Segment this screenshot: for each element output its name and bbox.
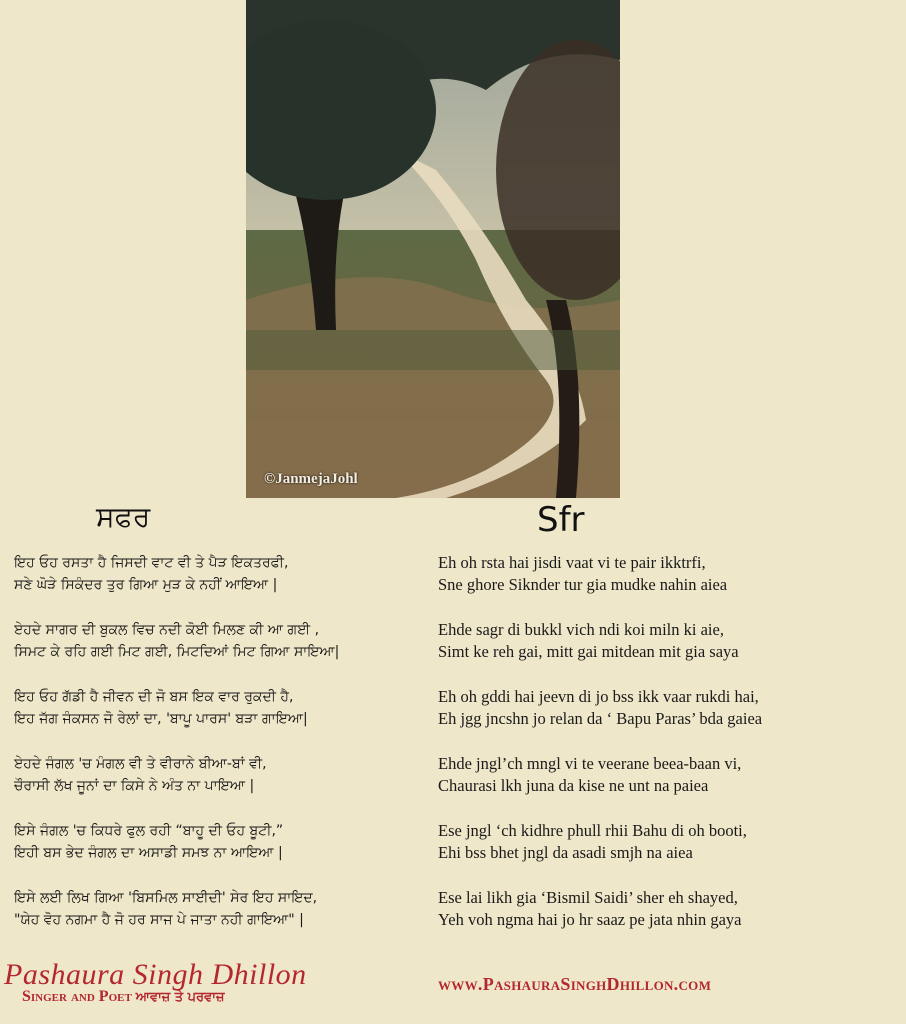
poem-line: ਇਸੇ ਜੰਗਲ 'ਚ ਕਿਧਰੇ ਫੁਲ ਰਹੀ “ਬਾਹੂ ਦੀ ਓਹ ਬੂਟੀ,”	[14, 823, 284, 839]
photo-credit: ©JanmejaJohl	[264, 471, 358, 487]
stanza	[14, 619, 414, 686]
website-link[interactable]: www.PashauraSinghDhillon.com	[438, 974, 712, 994]
poet-signature: Pashaura Singh Dhillon	[4, 958, 307, 991]
poem-line: Eh oh gddi hai jeevn di jo bss ikk vaar rukdi hai,	[438, 687, 759, 706]
stanza	[14, 887, 414, 954]
stanza	[14, 552, 414, 619]
poem-line: Ehde sagr di bukkl vich ndi koi miln ki aie,	[438, 620, 724, 639]
poem-title-roman: Sfr	[537, 500, 585, 540]
poem-line: ਇਸੇ ਲਈ ਲਿਖ ਗਿਆ 'ਬਿਸਮਿਲ ਸਾਈਦੀ' ਸੇਰ ਇਹ ਸਾਇਦ,	[14, 890, 318, 906]
roman-poem-column	[438, 552, 898, 954]
stanza	[438, 552, 898, 619]
poem-line: ਇਹ ਜੱਗ ਜੰਕਸਨ ਜੋ ਰੇਲਾਂ ਦਾ, 'ਬਾਪੂ ਪਾਰਸ' ਬੜਾ ਗਾਇਆ|	[14, 711, 308, 727]
poem-line: ਚੌਰਾਸੀ ਲੱਖ ਜੂਨਾਂ ਦਾ ਕਿਸੇ ਨੇ ਅੰਤ ਨਾ ਪਾਇਆ |	[14, 778, 255, 794]
subtitle-punjabi: ਆਵਾਜ਼ ਤੇ ਪਰਵਾਜ਼	[135, 990, 225, 1005]
poem-title-punjabi: ਸਫਰ	[96, 500, 151, 533]
poem-line: Sne ghore Siknder tur gia mudke nahin aiea	[438, 575, 728, 594]
poem-line: ਏਹਦੇ ਜੰਗਲ 'ਚ ਮੰਗਲ ਵੀ ਤੇ ਵੀਰਾਨੇ ਬੀਆ-ਬਾਂ ਵੀ,	[14, 756, 267, 772]
poem-line: Ese jngl ‘ch kidhre phull rhii Bahu di oh booti,	[438, 821, 747, 840]
poem-line: Eh jgg jncshn jo relan da ‘ Bapu Paras’ bda gaiea	[438, 709, 763, 728]
poem-line: Ehi bss bhet jngl da asadi smjh na aiea	[438, 843, 693, 862]
forest-path-illustration	[246, 0, 620, 498]
stanza	[438, 820, 898, 887]
poem-line: ਸਿਮਟ ਕੇ ਰਹਿ ਗਈ ਮਿਟ ਗਈ, ਮਿਟਦਿਆਂ ਮਿਟ ਗਿਆ ਸਾਇਆ|	[14, 644, 340, 660]
poem-line: Yeh voh ngma hai jo hr saaz pe jata nhin gaya	[438, 910, 742, 929]
poem-line: ਸਣੇ ਘੋੜੇ ਸਿਕੰਦਰ ਤੁਰ ਗਿਆ ਮੁੜ ਕੇ ਨਹੀਂ ਆਇਆ |	[14, 577, 278, 593]
poem-line: Simt ke reh gai, mitt gai mitdean mit gia saya	[438, 642, 739, 661]
stanza	[438, 686, 898, 753]
stanza	[14, 686, 414, 753]
poem-line: Ese lai likh gia ‘Bismil Saidi’ sher eh shayed,	[438, 888, 738, 907]
poem-line: Chaurasi lkh juna da kise ne unt na paiea	[438, 776, 709, 795]
poem-line: ਇਹ ਓਹ ਰਸਤਾ ਹੈ ਜਿਸਦੀ ਵਾਟ ਵੀ ਤੇ ਪੈੜ ਇਕਤਰਫੀ,	[14, 555, 289, 571]
poem-line: Ehde jngl’ch mngl vi te veerane beea-baan vi,	[438, 754, 742, 773]
punjabi-poem-column	[14, 552, 414, 954]
stanza	[438, 887, 898, 954]
poet-subtitle	[22, 988, 224, 1006]
stanza	[14, 753, 414, 820]
stanza	[14, 820, 414, 887]
subtitle-english: Singer and Poet	[22, 988, 132, 1005]
stanza	[438, 753, 898, 820]
poem-line: Eh oh rsta hai jisdi vaat vi te pair ikktrfi,	[438, 553, 706, 572]
stanza	[438, 619, 898, 686]
poem-line: ਇਹ ਓਹ ਗੱਡੀ ਹੈ ਜੀਵਨ ਦੀ ਜੋ ਬਸ ਇਕ ਵਾਰ ਰੁਕਦੀ ਹੈ,	[14, 689, 294, 705]
poem-line: ਏਹਦੇ ਸਾਗਰ ਦੀ ਬੁਕਲ ਵਿਚ ਨਦੀ ਕੋਈ ਮਿਲਣ ਕੀ ਆ ਗਈ ,	[14, 622, 320, 638]
poem-line: ਇਹੀ ਬਸ ਭੇਦ ਜੰਗਲ ਦਾ ਅਸਾਡੀ ਸਮਝ ਨਾ ਆਇਆ |	[14, 845, 283, 861]
forest-path-photo	[246, 0, 620, 498]
poem-line: "ਯੇਹ ਵੋਹ ਨਗਮਾ ਹੈ ਜੋ ਹਰ ਸਾਜ ਪੇ ਜਾਤਾ ਨਹੀ ਗਾਇਆ" |	[14, 912, 304, 928]
